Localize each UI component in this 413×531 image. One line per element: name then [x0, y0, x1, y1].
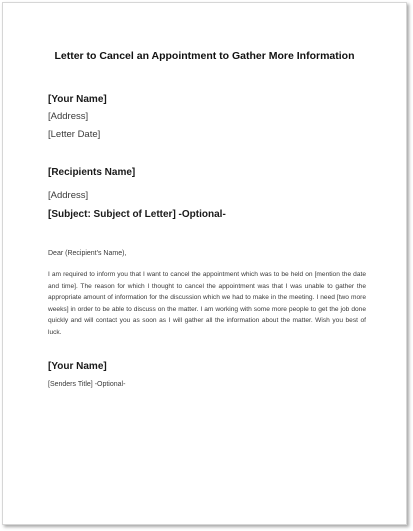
subject-line: [Subject: Subject of Letter] -Optional- [48, 209, 226, 220]
closing-block [48, 360, 366, 390]
body-paragraph: I am required to inform you that I want to cancel the appointment which was to be held on [mention the date and time]. The reason for which I thought to cancel the appointment was that I was unable to gather the appropriate amount of information for the discussion which we had to make in the meeting. I need [two more weeks] in order to be able to discuss on the matter. I am working with some more people to get the job done quickly and will contact you as soon as I will gather all the information about the matter. Wish you best of luck. [48, 271, 366, 336]
sender-block [48, 93, 366, 142]
closing-name: [Your Name] [48, 361, 107, 372]
recipient-block [48, 166, 366, 222]
sender-address: [Address] [48, 111, 89, 122]
sender-name: [Your Name] [48, 94, 107, 105]
salutation [48, 249, 366, 259]
letter-page [2, 2, 407, 525]
letter-body [48, 269, 366, 338]
recipient-name: [Recipients Name] [48, 167, 136, 178]
letter-title: Letter to Cancel an Appointment to Gather More Information [54, 50, 355, 62]
letter-date: [Letter Date] [48, 129, 101, 140]
closing-title: [Senders Title] -Optional- [48, 381, 126, 388]
recipient-address: [Address] [48, 190, 89, 201]
salutation-text: Dear (Recipient's Name), [48, 250, 127, 257]
